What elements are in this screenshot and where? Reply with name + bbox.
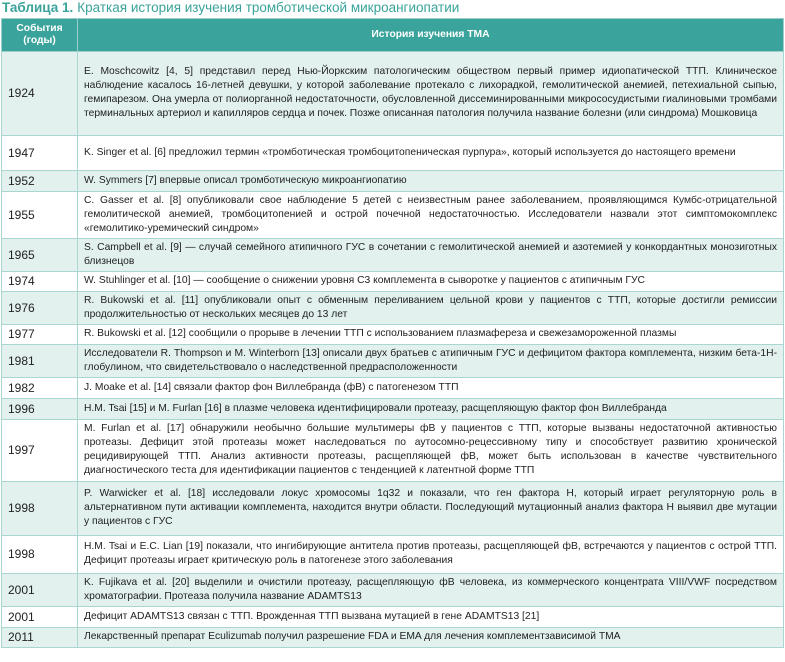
- row-text: C. Gasser et al. [8] опубликовали свое наблюдение 5 детей с неизвестным ранее заболеванием, проявляющимся Кумбс-отрицательной гемолитической анемией, тромбоцитопенией и острой почечной недостаточностью. Исследователи назвали этот симптомокомплекс «гемолитико-уремический синдром»: [78, 192, 784, 239]
- caption-label: Таблица 1.: [2, 0, 74, 15]
- table-row: [2, 628, 784, 648]
- row-text: K. Singer et al. [6] предложил термин «тромботическая тромбоцитопеническая пурпура», который используется до настоящего времени: [78, 136, 784, 171]
- row-text: Исследователи R. Thompson и M. Winterborn [13] описали двух братьев с атипичным ГУС и дефицитом фактора комплемента, низким бета-1Н-глобулином, что свидетельствовало о наследственной предрасположенности: [78, 345, 784, 378]
- row-text: Лекарственный препарат Eculizumab получил разрешение FDA и EMA для лечения комплементзависимой ТМА: [78, 628, 784, 648]
- row-year: 1947: [2, 136, 78, 171]
- row-text: R. Bukowski et al. [12] сообщили о прорыве в лечении ТТП с использованием плазмафереза и свежезамороженной плазмы: [78, 325, 784, 345]
- table-row: [2, 52, 784, 136]
- row-text: Дефицит ADAMTS13 связан с ТТП. Врожденная ТТП вызвана мутацией в гене ADAMTS13 [21]: [78, 607, 784, 628]
- row-year: 1998: [2, 536, 78, 574]
- table-row: [2, 399, 784, 420]
- row-text: W. Symmers [7] впервые описал тромботическую микроангиопатию: [78, 171, 784, 192]
- row-text: H.M. Tsai и E.C. Lian [19] показали, что ингибирующие антитела против протеазы, расщепляющей фВ, встречаются у пациентов с острой ТТП. Дефицит протеазы играет критическую роль в патогенезе этого заболевания: [78, 536, 784, 574]
- table-row: [2, 272, 784, 292]
- table-row: [2, 192, 784, 239]
- row-text: W. Stuhlinger et al. [10] — сообщение о снижении уровня C3 комплемента в сыворотке у пациентов с атипичным ГУС: [78, 272, 784, 292]
- row-text: R. Bukowski et al. [11] опубликовали опыт с обменным переливанием цельной крови у пациентов с ТТП, которые достигли ремиссии продолжительностью от нескольких месяцев до 13 лет: [78, 292, 784, 325]
- row-year: 1998: [2, 482, 78, 536]
- row-year: 1965: [2, 239, 78, 272]
- row-year: 1976: [2, 292, 78, 325]
- row-text: M. Furlan et al. [17] обнаружили необычно большие мультимеры фВ у пациентов с ТТП, которые вызваны недостаточной активностью протеазы. Дефицит этой протеазы может наследоваться по аутосомно-рецессивному типу и способствует развитию хронической рецидивирующей ТТП. Анализ активности протеазы, расщепляющей фВ, может быть использован в качестве чувствительного диагностического теста для идентификации пациентов с тенденцией к латентной форме ТТП: [78, 420, 784, 482]
- table-row: [2, 574, 784, 607]
- row-text: J. Moake et al. [14] связали фактор фон Виллебранда (фВ) с патогенезом ТТП: [78, 378, 784, 399]
- table-row: [2, 325, 784, 345]
- row-year: 2001: [2, 574, 78, 607]
- table-row: [2, 171, 784, 192]
- table-row: [2, 292, 784, 325]
- table-row: [2, 345, 784, 378]
- header-history: История изучения ТМА: [78, 19, 784, 52]
- table-row: [2, 482, 784, 536]
- table-header-row: [2, 19, 784, 52]
- row-text: K. Fujikava et al. [20] выделили и очистили протеазу, расщепляющую фВ человека, из коммерческого концентрата VIII/VWF посредством хроматографии. Протеаза получила название ADAMTS13: [78, 574, 784, 607]
- row-text: H.M. Tsai [15] и M. Furlan [16] в плазме человека идентифицировали протеазу, расщепляющую фактор фон Виллебранда: [78, 399, 784, 420]
- header-events-years: События (годы): [2, 19, 78, 52]
- table-row: [2, 536, 784, 574]
- row-year: 1981: [2, 345, 78, 378]
- caption-title: Краткая история изучения тромботической микроангиопатии: [77, 0, 460, 15]
- table-row: [2, 607, 784, 628]
- row-text: E. Moschcowitz [4, 5] представил перед Нью-Йоркским патологическим обществом первый пример идиопатической ТТП. Клиническое наблюдение касалось 16-летней девушки, у которой заболевание протекало с лихорадкой, гемолитической анемией, петехиальной сыпью, гемипарезом. Она умерла от полиорганной недостаточности, обусловленной диссеминированными микрососудистыми гиалиновыми тромбами терминальных артериол и капилляров сердца и почек. Позже описанная патология получила название болезни (или синдрома) Мошковица: [78, 52, 784, 136]
- row-year: 1974: [2, 272, 78, 292]
- row-year: 1982: [2, 378, 78, 399]
- row-year: 1952: [2, 171, 78, 192]
- table-row: [2, 378, 784, 399]
- row-year: 2011: [2, 628, 78, 648]
- row-year: 1996: [2, 399, 78, 420]
- table-caption: [0, 0, 785, 18]
- history-table: [1, 18, 784, 648]
- table-row: [2, 136, 784, 171]
- row-text: P. Warwicker et al. [18] исследовали локус хромосомы 1q32 и показали, что ген фактора H, который играет регуляторную роль в альтернативном пути активации комплемента, находится внутри области. Последующий мутационный анализ фактора H выявил две мутации у пациентов с ГУС: [78, 482, 784, 536]
- row-year: 2001: [2, 607, 78, 628]
- row-year: 1977: [2, 325, 78, 345]
- row-year: 1955: [2, 192, 78, 239]
- row-text: S. Campbell et al. [9] — случай семейного атипичного ГУС в сочетании с гемолитической анемией и азотемией у конкордантных монозиготных близнецов: [78, 239, 784, 272]
- row-year: 1924: [2, 52, 78, 136]
- row-year: 1997: [2, 420, 78, 482]
- table-row: [2, 239, 784, 272]
- table-row: [2, 420, 784, 482]
